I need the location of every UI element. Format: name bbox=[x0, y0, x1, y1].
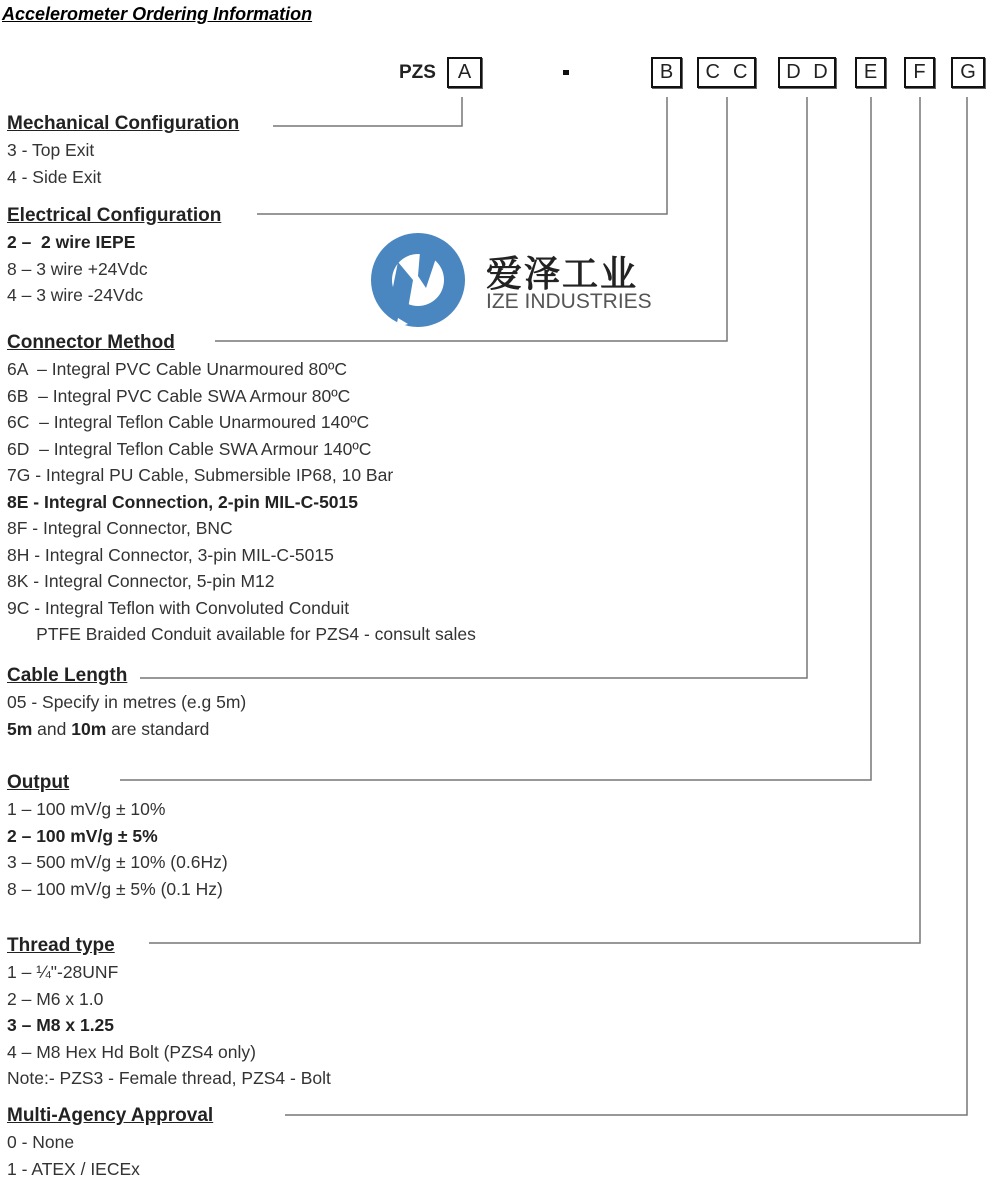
option-text: 4 – M8 Hex Hd Bolt (PZS4 only) bbox=[7, 1041, 256, 1062]
section-heading: Multi-Agency Approval bbox=[7, 1105, 214, 1126]
option-item bbox=[7, 164, 239, 191]
option-text: are standard bbox=[106, 718, 210, 739]
option-item bbox=[7, 137, 239, 164]
section-mechanical bbox=[7, 111, 239, 190]
page-title: Accelerometer Ordering Information bbox=[2, 4, 313, 24]
option-item bbox=[7, 356, 476, 383]
option-text: 8E - Integral Connection, 2-pin MIL-C-5015 bbox=[7, 491, 359, 512]
option-item bbox=[7, 229, 221, 256]
option-text: 3 – 500 mV/g ± 10% (0.6Hz) bbox=[7, 852, 228, 872]
option-text: 6A – Integral PVC Cable Unarmoured 80ºC bbox=[7, 359, 348, 379]
option-item bbox=[7, 1012, 331, 1039]
option-item bbox=[7, 1039, 331, 1066]
option-item bbox=[7, 282, 221, 309]
option-text: 10m bbox=[71, 718, 107, 739]
option-item bbox=[7, 876, 228, 903]
option-text: 6C – Integral Teflon Cable Unarmoured 140ºC bbox=[7, 412, 370, 432]
option-text: 8F - Integral Connector, BNC bbox=[7, 518, 233, 538]
option-item bbox=[7, 436, 476, 463]
option-text: PTFE Braided Conduit available for PZS4 - consult sales bbox=[7, 624, 476, 644]
option-text: 1 – 100 mV/g ± 10% bbox=[7, 799, 166, 819]
logo-chinese-text: 爱泽工业 bbox=[486, 254, 639, 295]
option-text: and bbox=[32, 718, 72, 739]
option-item bbox=[7, 1065, 331, 1092]
option-text: 4 - Side Exit bbox=[7, 166, 102, 187]
option-text: 7G - Integral PU Cable, Submersible IP68, 10 Bar bbox=[7, 465, 394, 485]
section-approval bbox=[7, 1103, 213, 1182]
option-item bbox=[7, 409, 476, 436]
option-item bbox=[7, 849, 228, 876]
option-text: Note:- PZS3 - Female thread, PZS4 - Bolt bbox=[7, 1068, 331, 1088]
option-text: 2 – 2 wire IEPE bbox=[7, 232, 136, 252]
option-text: 0 - None bbox=[7, 1132, 75, 1152]
code-prefix: PZS bbox=[399, 62, 436, 83]
option-item bbox=[7, 568, 476, 595]
section-heading: Output bbox=[7, 772, 70, 793]
section-heading: Cable Length bbox=[7, 665, 128, 686]
code-box-letter: F bbox=[913, 61, 926, 83]
section-heading: Mechanical Configuration bbox=[7, 113, 240, 134]
option-text: 8 – 100 mV/g ± 5% (0.1 Hz) bbox=[7, 878, 223, 899]
section-cable bbox=[7, 663, 246, 742]
option-text: 8 – 3 wire +24Vdc bbox=[7, 258, 148, 279]
option-text: 6D – Integral Teflon Cable SWA Armour 140ºC bbox=[7, 438, 372, 459]
line-a bbox=[273, 97, 462, 126]
section-heading: Thread type bbox=[7, 935, 115, 956]
option-item bbox=[7, 716, 246, 743]
option-item bbox=[7, 823, 228, 850]
code-box-letter: C bbox=[705, 61, 720, 83]
option-text: 8K - Integral Connector, 5-pin M12 bbox=[7, 571, 275, 591]
option-item bbox=[7, 542, 476, 569]
option-text: 8H - Integral Connector, 3-pin MIL-C-5015 bbox=[7, 544, 334, 565]
option-item bbox=[7, 1129, 213, 1156]
option-text: 2 – 100 mV/g ± 5% bbox=[7, 825, 158, 846]
option-item bbox=[7, 595, 476, 622]
option-item bbox=[7, 383, 476, 410]
code-box-letter: C bbox=[733, 61, 748, 83]
section-output bbox=[7, 770, 228, 902]
code-box-letter: D bbox=[813, 61, 828, 83]
option-item bbox=[7, 1156, 213, 1183]
option-text: 1 – ¼"-28UNF bbox=[7, 962, 119, 982]
option-item bbox=[7, 796, 228, 823]
option-text: 6B – Integral PVC Cable SWA Armour 80ºC bbox=[7, 385, 351, 406]
option-item bbox=[7, 489, 476, 516]
option-text: 9C - Integral Teflon with Convoluted Conduit bbox=[7, 597, 350, 618]
section-heading: Electrical Configuration bbox=[7, 205, 222, 226]
option-text: 2 – M6 x 1.0 bbox=[7, 988, 104, 1009]
section-thread bbox=[7, 933, 331, 1092]
option-item bbox=[7, 959, 331, 986]
code-box-letter: G bbox=[960, 61, 976, 83]
option-item bbox=[7, 986, 331, 1013]
option-item bbox=[7, 515, 476, 542]
code-box-letter: A bbox=[457, 61, 472, 83]
logo-english-text: IZE INDUSTRIES bbox=[486, 290, 652, 313]
ize-logo bbox=[368, 232, 668, 332]
option-text: 05 - Specify in metres (e.g 5m) bbox=[7, 692, 247, 712]
section-heading: Connector Method bbox=[7, 332, 175, 353]
code-box-letter: E bbox=[863, 61, 878, 83]
section-connector bbox=[7, 330, 476, 648]
option-text: 3 - Top Exit bbox=[7, 140, 95, 160]
option-text: 4 – 3 wire -24Vdc bbox=[7, 285, 144, 305]
option-item bbox=[7, 689, 246, 716]
logo-mark-icon bbox=[368, 232, 468, 332]
option-text: 3 – M8 x 1.25 bbox=[7, 1015, 115, 1035]
option-text: 1 - ATEX / IECEx bbox=[7, 1158, 140, 1179]
option-item bbox=[7, 256, 221, 283]
section-electrical bbox=[7, 203, 221, 309]
option-text: 5m bbox=[7, 718, 33, 739]
option-item bbox=[7, 462, 476, 489]
code-box-letter: B bbox=[659, 61, 674, 83]
code-box-letter: D bbox=[786, 61, 801, 83]
option-item bbox=[7, 621, 476, 648]
